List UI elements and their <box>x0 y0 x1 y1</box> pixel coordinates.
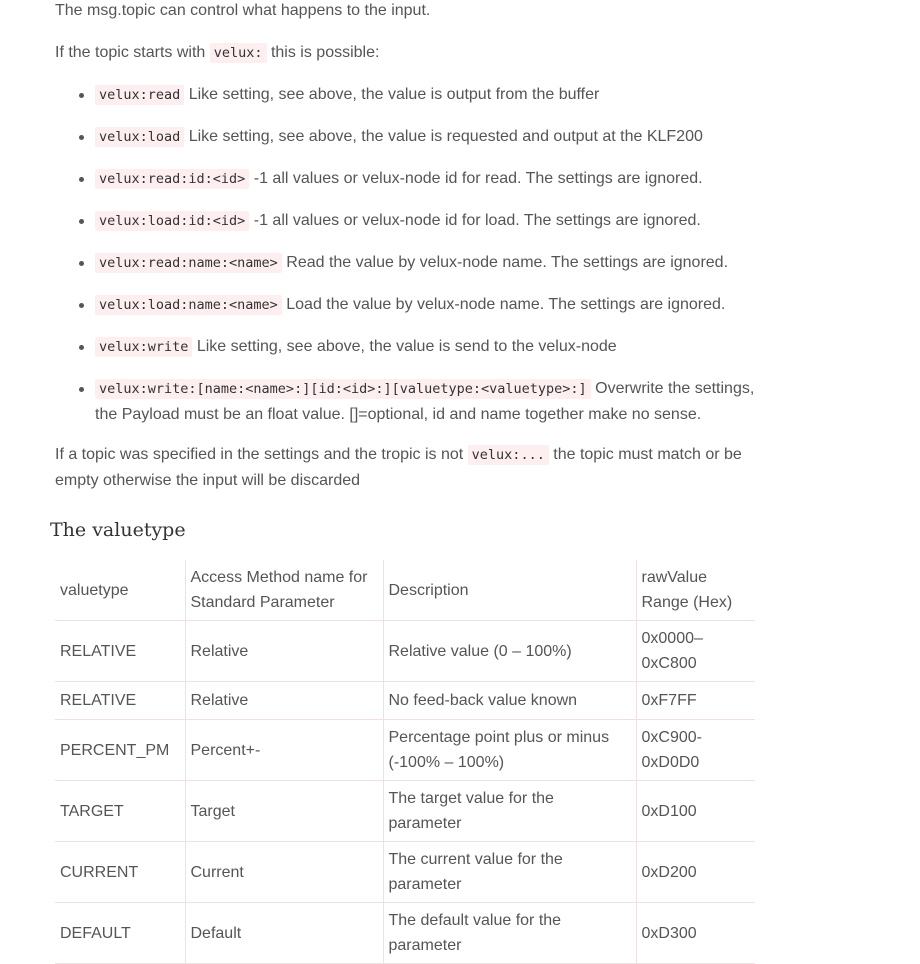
table-cell: The target value for the parameter <box>383 781 636 842</box>
table-row <box>55 903 755 964</box>
table-cell: 0x0000–0xC800 <box>636 621 755 682</box>
column-header: rawValue Range (Hex) <box>636 560 755 621</box>
table-cell: Default <box>185 903 383 964</box>
column-header: valuetype <box>55 560 185 621</box>
table-cell: Current <box>185 842 383 903</box>
code-snippet: velux:read:name:<name> <box>95 253 282 273</box>
table-cell: 0xF7FF <box>636 682 755 720</box>
table-cell: 0xC900-0xD0D0 <box>636 720 755 781</box>
note-paragraph: If a topic was specified in the settings and the tropic is not velux:... the topic must match or be empty otherwise the input will be discarded <box>55 446 742 489</box>
table-cell: 0xD200 <box>636 842 755 903</box>
list-item: velux:load Like setting, see above, the value is requested and output at the KLF200 <box>55 124 755 150</box>
list-item: velux:write:[name:<name>:][id:<id>:][valuetype:<valuetype>:] Overwrite the settings, the Payload must be an float value. []=optional, id and name together make no sense. <box>55 376 755 428</box>
list-item: velux:load:id:<id> -1 all values or velux-node id for load. The settings are ignored. <box>55 208 755 234</box>
table-cell: 0xD300 <box>636 903 755 964</box>
code-snippet: velux:write <box>95 337 192 357</box>
command-list <box>55 82 755 444</box>
code-snippet: velux:write:[name:<name>:][id:<id>:][valuetype:<valuetype>:] <box>95 379 591 399</box>
table-cell: Percentage point plus or minus (-100% – 100%) <box>383 720 636 781</box>
column-header: Access Method name for Standard Parameter <box>185 560 383 621</box>
list-item: velux:load:name:<name> Load the value by velux-node name. The settings are ignored. <box>55 292 755 318</box>
table-cell: PERCENT_PM <box>55 720 185 781</box>
column-header: Description <box>383 560 636 621</box>
list-item: velux:read Like setting, see above, the value is output from the buffer <box>55 82 755 108</box>
list-item: velux:write Like setting, see above, the value is send to the velux-node <box>55 334 755 360</box>
table-cell: RELATIVE <box>55 682 185 720</box>
table-cell: 0xD100 <box>636 781 755 842</box>
code-snippet: velux:read:id:<id> <box>95 169 249 189</box>
code-snippet: velux:load:id:<id> <box>95 211 249 231</box>
code-snippet: velux:load:name:<name> <box>95 295 282 315</box>
table-row <box>55 842 755 903</box>
code-snippet: velux:... <box>468 445 549 465</box>
table-cell: Relative <box>185 621 383 682</box>
table-cell: RELATIVE <box>55 621 185 682</box>
table-row <box>55 720 755 781</box>
table-header-row <box>55 560 755 621</box>
code-snippet: velux: <box>210 43 267 63</box>
valuetype-table <box>55 560 755 964</box>
table-cell: No feed-back value known <box>383 682 636 720</box>
table-row <box>55 682 755 720</box>
table-cell: The current value for the parameter <box>383 842 636 903</box>
section-heading: The valuetype <box>50 519 186 541</box>
table-cell: The default value for the parameter <box>383 903 636 964</box>
topic-start-paragraph: If the topic starts with velux: this is possible: <box>55 44 380 61</box>
table-cell: Relative <box>185 682 383 720</box>
table-cell: Relative value (0 – 100%) <box>383 621 636 682</box>
table-cell: Percent+- <box>185 720 383 781</box>
table-row <box>55 621 755 682</box>
table-cell: Target <box>185 781 383 842</box>
table-cell: DEFAULT <box>55 903 185 964</box>
list-item: velux:read:id:<id> -1 all values or velux-node id for read. The settings are ignored. <box>55 166 755 192</box>
intro-paragraph: The msg.topic can control what happens to the input. <box>55 2 431 19</box>
table-cell: CURRENT <box>55 842 185 903</box>
table-row <box>55 781 755 842</box>
code-snippet: velux:load <box>95 127 184 147</box>
list-item: velux:read:name:<name> Read the value by velux-node name. The settings are ignored. <box>55 250 755 276</box>
table-cell: TARGET <box>55 781 185 842</box>
code-snippet: velux:read <box>95 85 184 105</box>
